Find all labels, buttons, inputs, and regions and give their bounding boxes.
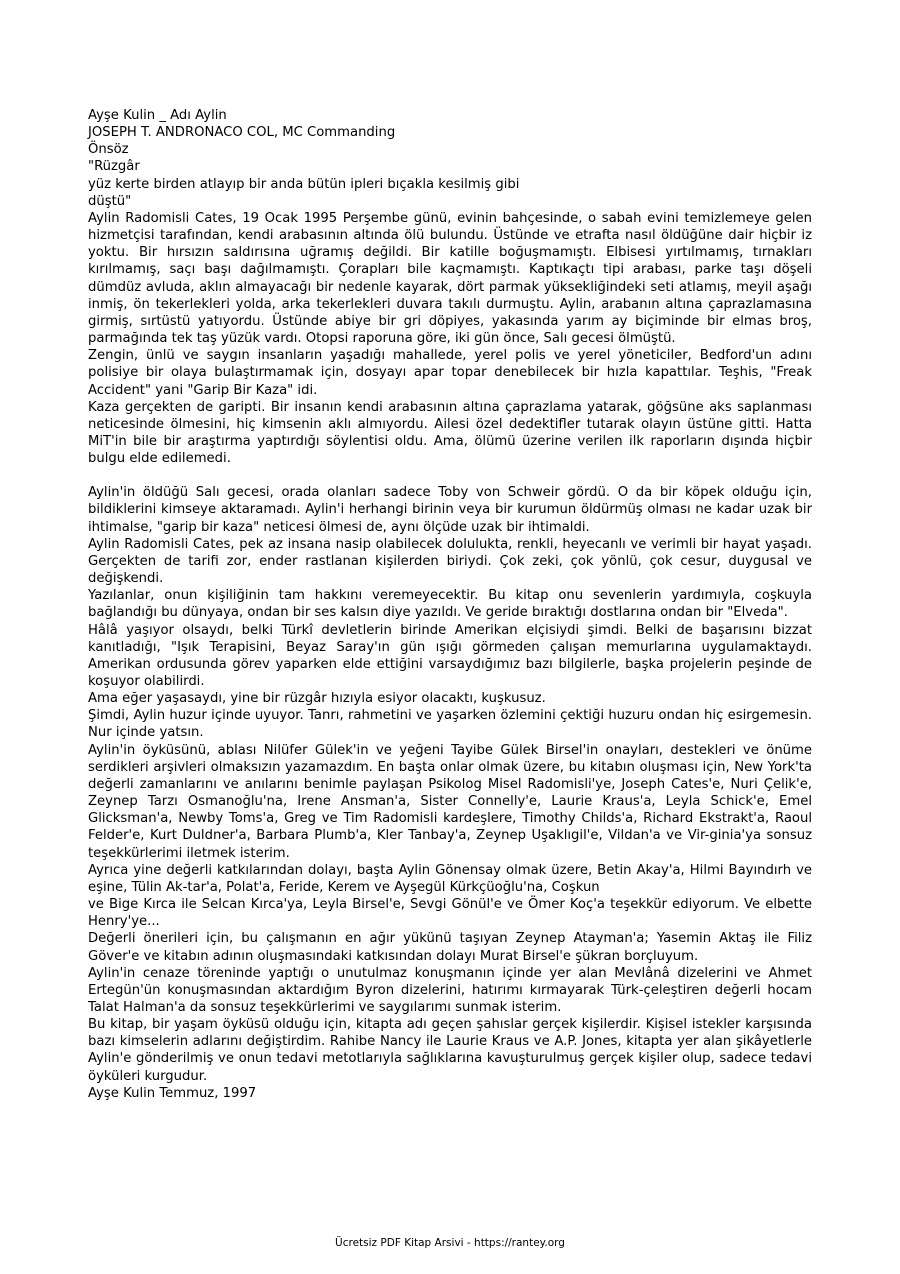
epigraph-line-1: "Rüzgâr xyxy=(88,159,140,175)
paragraph-gap xyxy=(88,467,812,484)
paragraph: Aylin'in cenaze töreninde yaptığı o unutulmaz konuşmanın içinde yer alan Mevlânâ dizelerini ve Ahmet Ertegün'ün konuşmasından aktardığım Byron dizelerini, hatırımı kırmayarak Türk-çeleştiren değerli hocam Talat Halman'a da sonsuz teşekkürlerimi ve saygılarımı sunmak isterim. xyxy=(88,965,812,1015)
paragraph: Şimdi, Aylin huzur içinde uyuyor. Tanrı, rahmetini ve yaşarken özlemini çektiği huzuru ondan hiç esirgemesin. Nur içinde yatsın. xyxy=(88,708,812,741)
paragraph: Aylin'in öldüğü Salı gecesi, orada olanları sadece Toby von Schweir gördü. O da bir köpek olduğu için, bildiklerini kimseye aktaramadı. Aylin'i herhangi birinin veya bir kurumun öldürmüş olması ne kadar uzak bir ihtimalse, "garip bir kaza" neticesi ölmesi de, aynı ölçüde uzak bir ihtimaldi. xyxy=(88,485,812,535)
section-heading: Önsöz xyxy=(88,142,129,158)
signature: Ayşe Kulin Temmuz, 1997 xyxy=(88,1085,257,1101)
paragraph: Aylin'in öyküsünü, ablası Nilüfer Gülek'in ve yeğeni Tayibe Gülek Birsel'in onayları, destekleri ve önüme serdikleri arşivleri olmaksızın yazamazdım. En başta onlar olmak üzere, bu kitabın oluşması için, New York'ta değerli zamanlarını ve anılarını benimle paylaşan Psikolog Misel Radomisli'ye, Joseph Cates'e, Nuri Çelik'e, Zeynep Tarzı Osmanoğlu'na, Irene Ansman'a, Sister Connelly'e, Laurie Kraus'a, Leyla Schick'e, Emel Glicksman'a, Newby Toms'a, Greg ve Tim Radomisli kardeşlere, Timothy Childs'a, Richard Ekstrakt'a, Raoul Felder'e, Kurt Duldner'a, Barbara Plumb'a, Kler Tanbay'a, Zeynep Uşaklıgil'e, Vildan'a ve Vir-ginia'ya sonsuz teşekkürlerimi iletmek isterim. xyxy=(88,742,812,861)
paragraph: Kaza gerçekten de garipti. Bir insanın kendi arabasının altına çaprazlama yatarak, göğsüne aks saplanması neticesinde ölmesini, hiç kimsenin aklı almıyordu. Ailesi özel dedektifler tutarak olayın üstüne gitti. Hatta MiT'in bile bir araştırma yaptırdığı söylentisi oldu. Ama, ölümü üzerine verilen ilk raporların dışında hiçbir bulgu elde edilemedi. xyxy=(88,399,812,467)
epigraph-line-3: düştü" xyxy=(88,193,132,209)
paragraph: Ama eğer yaşasaydı, yine bir rüzgâr hızıyla esiyor olacaktı, kuşkusuz. xyxy=(88,691,546,707)
document-page xyxy=(88,107,812,1102)
dedication-line: JOSEPH T. ANDRONACO COL, MC Commanding xyxy=(88,125,396,141)
page-footer: Ücretsiz PDF Kitap Arsivi - https://rantey.org xyxy=(335,1237,565,1249)
paragraph: Hâlâ yaşıyor olsaydı, belki Türkî devletlerin birinde Amerikan elçisiydi şimdi. Belki de başarısını bizzat kanıtladığı, "Işık Terapisini, Beyaz Saray'ın gün ışığı görmeden çalışan memurlarına uygulamaktaydı. Amerikan ordusunda görev yaparken elde ettiğini varsaydığımız bazı bilgilerle, başka projelerin peşinde de koşuyor olabilirdi. xyxy=(88,622,812,689)
epigraph-line-2: yüz kerte birden atlayıp bir anda bütün ipleri bıçakla kesilmiş gibi xyxy=(88,176,520,192)
paragraph: ve Bige Kırca ile Selcan Kırca'ya, Leyla Birsel'e, Sevgi Gönül'e ve Ömer Koç'a teşekkür ediyorum. Ve elbette Henry'ye... xyxy=(88,897,812,930)
paragraph: Değerli önerileri için, bu çalışmanın en ağır yükünü taşıyan Zeynep Atayman'a; Yasemin Aktaş ile Filiz Göver'e ve kitabın adının oluşmasındaki katkısından dolayı Murat Birsel'e şükran borçluyum. xyxy=(88,931,812,964)
paragraph: Yazılanlar, onun kişiliğinin tam hakkını veremeyecektir. Bu kitap onu sevenlerin yardımıyla, coşkuyla bağlandığı bu dünyaya, ondan bir ses kalsın diye yazıldı. Ve geride bıraktığı dostlarına ondan bir "Elveda". xyxy=(88,588,812,621)
paragraph: Zengin, ünlü ve saygın insanların yaşadığı mahallede, yerel polis ve yerel yöneticiler, Bedford'un adını polisiye bir olaya bulaştırmamak için, dosyayı apar topar denebilecek bir hızla kapattılar. Teşhis, "Freak Accident" yani "Garip Bir Kaza" idi. xyxy=(88,348,812,398)
book-title-line: Ayşe Kulin _ Adı Aylin xyxy=(88,108,227,123)
paragraph: Aylin Radomisli Cates, 19 Ocak 1995 Perşembe günü, evinin bahçesinde, o sabah evini temizlemeye gelen hizmetçisi tarafından, kendi arabasının altında ölü bulundu. Üstünde ve etrafta nasıl öldüğüne dair hiçbir iz yoktu. Bir hırsızın saldırısına uğramış değildi. Bir katille boğuşmamıştı. Elbisesi yırtılmamış, tırnakları kırılmamış, saçı başı dağılmamıştı. Çorapları bile kaçmamıştı. Kaptıkaçtı tipi arabası, parke taşı döşeli dümdüz avluda, aklın almayacağı bir nedenle kayarak, dört parmak yüksekliğindeki seti atlamış, meyil aşağı inmiş, ön tekerlekleri yolda, arka tekerlekleri duvara takılı durmuştu. Aylin, arabanın altına çaprazlamasına girmiş, sırtüstü yatıyordu. Üstünde abiye bir gri döpiyes, yakasında yarım ay biçiminde bir elmas broş, parmağında tek taş yüzük vardı. Otopsi raporuna göre, iki gün önce, Salı gecesi ölmüştü. xyxy=(88,210,812,347)
paragraph: Bu kitap, bir yaşam öyküsü olduğu için, kitapta adı geçen şahıslar gerçek kişilerdir. Kişisel istekler karşısında bazı kimselerin adlarını değiştirdim. Rahibe Nancy ile Laurie Kraus ve A.P. Jones, kitapta yer alan şikâyetlerle Aylin'e gönderilmiş ve onun tedavi metotlarıyla sağlıklarına kavuşturulmuş gerçek kişiler olup, sadece tedavi öyküleri kurgudur. xyxy=(88,1017,812,1084)
paragraph: Ayrıca yine değerli katkılarından dolayı, başta Aylin Gönensay olmak üzere, Betin Akay'a, Hilmi Bayındırh ve eşine, Tülin Ak-tar'a, Polat'a, Feride, Kerem ve Ayşegül Kürkçüoğlu'na, Coşkun xyxy=(88,862,812,895)
paragraph: Aylin Radomisli Cates, pek az insana nasip olabilecek dolulukta, renkli, heyecanlı ve verimli bir hayat yaşadı. Gerçekten de tarifi zor, ender rastlanan kişilerden biriydi. Çok zeki, çok yönlü, çok cesur, duygusal ve değişkendi. xyxy=(88,536,812,587)
